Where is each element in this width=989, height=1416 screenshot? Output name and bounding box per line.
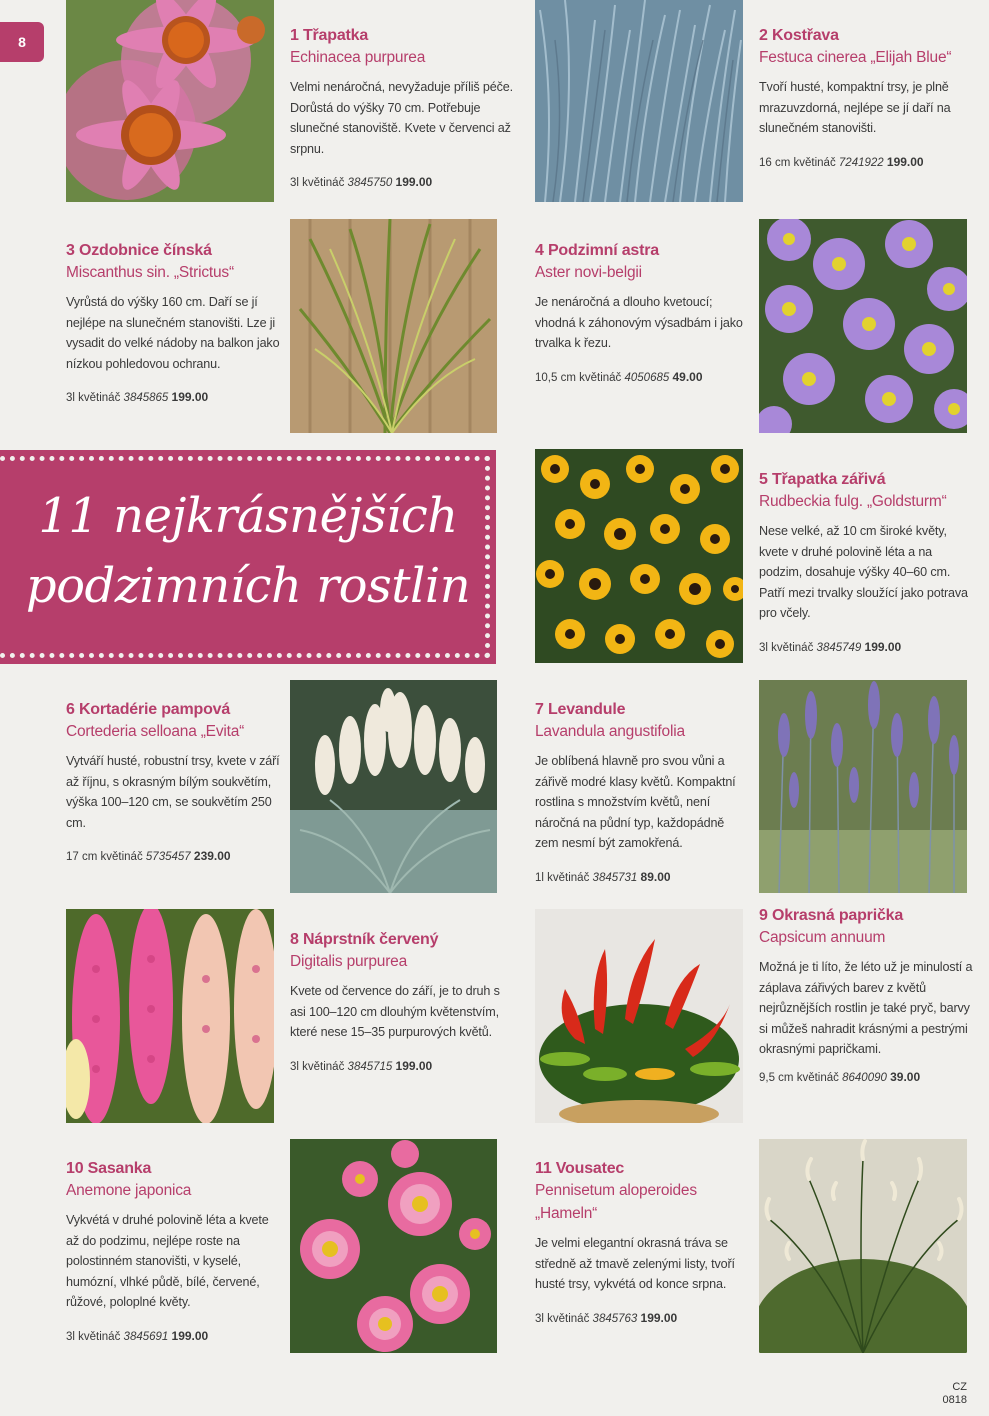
plant-description: Nese velké, až 10 cm široké květy, kvete v druhé polovině léta a na podzim, dosahuje výšky 40–60 cm. Patří mezi trvalky sloužící jako potrava pro včely. <box>759 524 968 620</box>
plant-card-10 <box>66 1159 281 1343</box>
plant-name: 11 Vousatec <box>535 1160 625 1177</box>
pot-size: 3l květináč <box>66 1330 121 1343</box>
lavandula-photo <box>759 680 967 893</box>
plant-latin-name: Rudbeckia fulg. „Goldsturm“ <box>759 493 947 510</box>
pot-size: 1l květináč <box>535 871 590 884</box>
plant-description: Velmi nenáročná, nevyžaduje příliš péče. Dorůstá do výšky 70 cm. Potřebuje slunečné stanoviště. Kvete v červenci až srpnu. <box>290 80 513 156</box>
festuca-photo <box>535 0 743 202</box>
catalog-code <box>943 1381 967 1407</box>
aster-photo <box>759 219 967 433</box>
price: 199.00 <box>171 390 209 404</box>
pot-size: 3l květináč <box>66 392 121 404</box>
plant-description: Tvoří husté, kompaktní trsy, je plně mrazuvzdorná, nejlépe se jí daří na slunečném stanovišti. <box>759 80 951 135</box>
pot-size: 3l květináč <box>290 177 345 189</box>
plant-card-5 <box>759 470 974 654</box>
miscanthus-photo <box>290 219 497 433</box>
plant-card-3 <box>66 241 281 404</box>
plant-card-9 <box>759 906 974 1084</box>
product-code: 3845763 <box>592 1312 638 1325</box>
plant-name: 4 Podzimní astra <box>535 242 659 259</box>
digitalis-photo <box>66 909 274 1123</box>
plant-description: Vytváří husté, robustní trsy, kvete v září až říjnu, s okrasným bílým soukvětím, výška 100–120 cm, se soukvětím 250 cm. <box>66 754 280 830</box>
plant-latin-name: Capsicum annuum <box>759 929 886 946</box>
plant-price-line <box>759 155 974 169</box>
plant-name: 1 Třapatka <box>290 27 369 44</box>
product-code: 3845715 <box>347 1060 393 1073</box>
plant-latin-name: Digitalis purpurea <box>290 953 408 970</box>
anemone-photo <box>290 1139 497 1353</box>
product-code: 8640090 <box>842 1071 887 1084</box>
plant-price-line <box>535 370 745 384</box>
price: 199.00 <box>171 1328 209 1343</box>
plant-price-line <box>535 1311 735 1325</box>
plant-name: 5 Třapatka zářivá <box>759 471 886 488</box>
plant-latin-name: Cortederia selloana „Evita“ <box>66 723 245 740</box>
price: 199.00 <box>395 1058 433 1073</box>
plant-card-1 <box>290 26 520 189</box>
headline-line-1: 11 nejkrásnějších <box>38 488 458 544</box>
plant-name: 9 Okrasná paprička <box>759 907 904 924</box>
plant-card-6 <box>66 700 281 863</box>
product-code: 3845865 <box>123 392 169 404</box>
cortaderia-photo <box>290 680 497 893</box>
pot-size: 3l květináč <box>759 641 814 654</box>
capsicum-photo <box>535 909 743 1123</box>
price: 49.00 <box>672 369 703 384</box>
plant-description: Možná je ti líto, že léto už je minulostí a záplava zářivých barev z květů nejrůznějších rostlin je také pryč, barvy si můžeš nahradit krásnými a pestrými okrasnými papričkami. <box>759 960 973 1056</box>
plant-description: Vykvétá v druhé polovině léta a kvete až do podzimu, nejlépe roste na polostinném stanovišti, v kyselé, humózní, vlhké půdě, bílé, červené, růžové, poloplné květy. <box>66 1213 269 1309</box>
pot-size: 10,5 cm květináč <box>535 371 622 384</box>
product-code: 3845750 <box>347 177 393 189</box>
product-code: 3845691 <box>123 1330 169 1343</box>
pot-size: 17 cm květináč <box>66 851 143 863</box>
plant-card-8 <box>290 930 505 1073</box>
pot-size: 3l květináč <box>535 1312 590 1325</box>
price: 239.00 <box>193 849 231 863</box>
price: 199.00 <box>864 639 902 654</box>
page-number: 8 <box>0 22 44 62</box>
plant-price-line <box>535 870 750 884</box>
plant-description: Je nenáročná a dlouho kvetoucí; vhodná k záhonovým výsadbám i jako trvalka k řezu. <box>535 295 743 350</box>
plant-latin-name: Aster novi-belgii <box>535 264 642 281</box>
plant-price-line <box>759 640 974 654</box>
pot-size: 16 cm květináč <box>759 156 836 169</box>
plant-latin-name: Echinacea purpurea <box>290 49 426 66</box>
price: 89.00 <box>640 869 671 884</box>
plant-latin-name: Festuca cinerea „Elijah Blue“ <box>759 49 952 66</box>
price: 199.00 <box>640 1310 678 1325</box>
product-code: 7241922 <box>838 156 884 169</box>
issue-code: 0818 <box>942 1394 967 1406</box>
plant-price-line <box>66 1329 281 1343</box>
plant-card-4 <box>535 241 745 384</box>
plant-latin-name: Pennisetum aloperoides „Hameln“ <box>535 1182 697 1222</box>
plant-price-line <box>66 849 281 863</box>
product-code: 5735457 <box>145 851 191 863</box>
plant-card-2 <box>759 26 974 169</box>
headline-banner <box>0 450 496 664</box>
plant-description: Je oblíbená hlavně pro svou vůni a zářivě modré klasy květů. Kompaktní rostlina s množstvím květů, není náročná na půdní typ, každopádně zem nesmí být zamokřená. <box>535 754 736 850</box>
country-code: CZ <box>952 1381 967 1393</box>
price: 199.00 <box>886 154 924 169</box>
plant-price-line <box>66 390 281 404</box>
product-code: 3845749 <box>816 641 862 654</box>
price: 39.00 <box>890 1069 921 1084</box>
price: 199.00 <box>395 175 433 189</box>
plant-name: 8 Náprstník červený <box>290 931 439 948</box>
product-code: 4050685 <box>624 371 670 384</box>
plant-price-line <box>290 175 520 189</box>
plant-card-11 <box>535 1159 735 1325</box>
plant-name: 2 Kostřava <box>759 27 839 44</box>
pennisetum-photo <box>759 1139 967 1353</box>
plant-description: Je velmi elegantní okrasná tráva se středně až tmavě zelenými listy, tvoří husté trsy, vykvétá od konce srpna. <box>535 1236 735 1291</box>
product-code: 3845731 <box>592 871 638 884</box>
rudbeckia-photo <box>535 449 743 663</box>
plant-description: Vyrůstá do výšky 160 cm. Daří se jí nejlépe na slunečném stanovišti. Lze ji vysadit do velké nádoby na balkon jako nízkou pohledovou ochranu. <box>66 295 280 371</box>
plant-name: 6 Kortadérie pampová <box>66 701 231 718</box>
plant-name: 7 Levandule <box>535 701 626 718</box>
plant-price-line <box>759 1070 974 1084</box>
pot-size: 9,5 cm květináč <box>759 1071 839 1084</box>
plant-price-line <box>290 1059 505 1073</box>
plant-latin-name: Miscanthus sin. „Strictus“ <box>66 264 234 281</box>
plant-card-7 <box>535 700 750 884</box>
pot-size: 3l květináč <box>290 1060 345 1073</box>
plant-description: Kvete od července do září, je to druh s asi 100–120 cm dlouhým květenstvím, které nese 15–35 purpurových květů. <box>290 984 500 1039</box>
plant-latin-name: Lavandula angustifolia <box>535 723 685 740</box>
plant-latin-name: Anemone japonica <box>66 1182 192 1199</box>
plant-name: 10 Sasanka <box>66 1160 152 1177</box>
headline-line-2: podzimních rostlin <box>25 558 471 614</box>
plant-name: 3 Ozdobnice čínská <box>66 242 212 259</box>
echinacea-photo <box>66 0 274 202</box>
